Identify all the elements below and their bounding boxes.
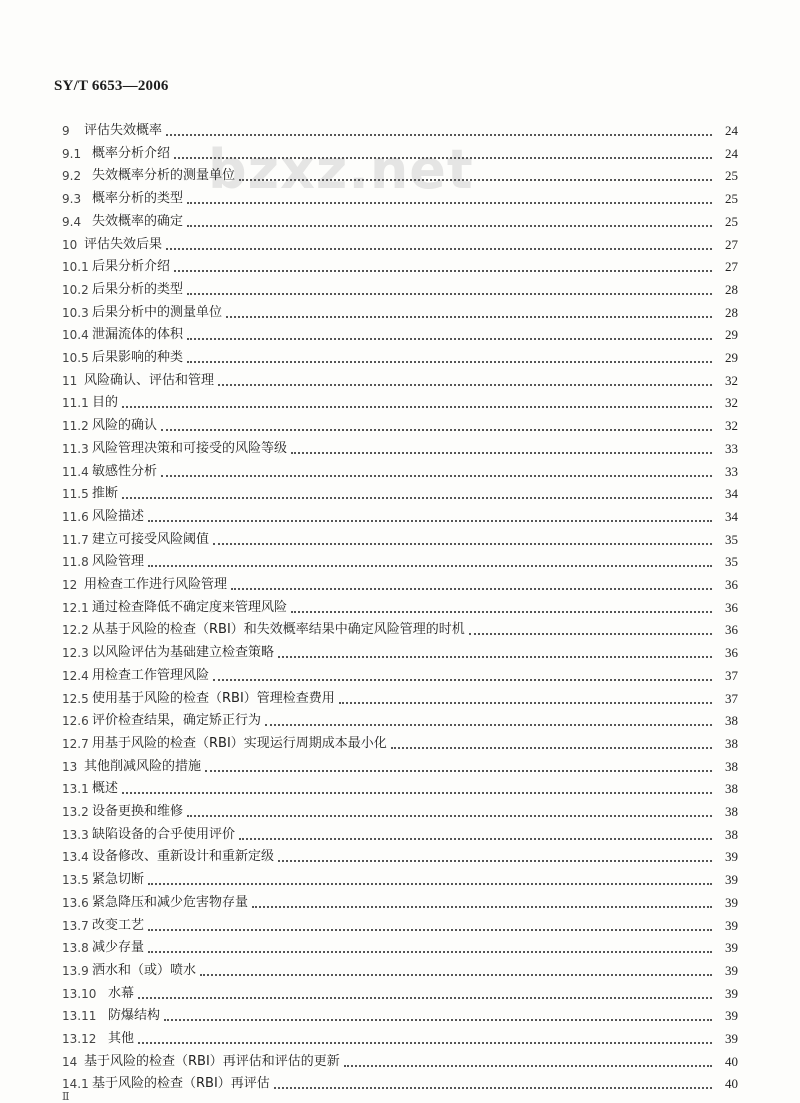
toc-section-number: 13.7 (62, 918, 89, 933)
toc-section-number: 11.2 (62, 419, 89, 434)
toc-section-number: 10.2 (62, 282, 89, 297)
toc-dot-leader (166, 247, 712, 250)
toc-section-number: 12.5 (62, 691, 89, 706)
toc-dot-leader (148, 950, 712, 953)
toc-section-number: 9.3 (62, 192, 82, 207)
toc-entry[interactable] (62, 980, 738, 1002)
toc-entry[interactable] (62, 231, 738, 253)
toc-section-number: 12.4 (62, 668, 89, 683)
toc-section-title: 设备更换和维修 (92, 804, 184, 819)
toc-dot-leader (226, 315, 712, 318)
toc-page-number: 32 (725, 395, 738, 411)
toc-page-number: 34 (725, 486, 738, 502)
toc-page-number: 27 (725, 259, 738, 275)
toc-dot-leader (278, 655, 712, 658)
toc-dot-leader (148, 882, 712, 885)
toc-page-number: 24 (725, 145, 738, 161)
toc-section-title: 紧急切断 (92, 872, 145, 888)
toc-page-number: 35 (725, 531, 738, 547)
toc-page-number: 32 (725, 418, 738, 434)
toc-section-title: 评价检查结果，确定矫正行为 (92, 713, 262, 729)
toc-dot-leader (122, 791, 712, 794)
toc-section-title: 其他 (108, 1031, 135, 1046)
toc-entry[interactable] (62, 185, 738, 207)
toc-section-number: 9 (62, 124, 70, 138)
toc-entry[interactable] (62, 276, 738, 298)
toc-page-number: 39 (725, 1031, 738, 1046)
toc-entry[interactable] (62, 299, 738, 321)
toc-page-number: 36 (725, 645, 738, 661)
toc-section-number: 11 (62, 373, 78, 388)
toc-section-number: 11.7 (62, 532, 89, 547)
toc-entry[interactable] (62, 117, 738, 139)
toc-section-title: 用基于风险的检查（RBI）实现运行周期成本最小化 (92, 735, 387, 751)
toc-dot-leader (218, 383, 712, 386)
toc-section-title: 其他削减风险的措施 (84, 758, 202, 774)
toc-section-title: 推断 (92, 486, 119, 502)
toc-page-number: 35 (725, 554, 738, 570)
toc-entry[interactable] (62, 458, 738, 480)
watermark: bzxz.net (208, 138, 474, 201)
toc-dot-leader (174, 269, 712, 272)
toc-section-number: 9.2 (62, 169, 82, 184)
toc-entry[interactable] (62, 208, 738, 230)
toc-section-title: 防爆结构 (108, 1008, 161, 1024)
toc-entry[interactable] (62, 798, 738, 820)
toc-page-number: 38 (725, 781, 738, 797)
toc-section-number: 13.10 (62, 986, 97, 1001)
toc-page-number: 33 (725, 463, 738, 479)
toc-dot-leader (187, 201, 712, 204)
page-number-footer: Ⅱ (62, 1091, 70, 1103)
toc-section-title: 风险的确认 (92, 418, 158, 434)
toc-entry[interactable] (62, 1048, 738, 1070)
toc-section-number: 10.5 (62, 351, 89, 365)
toc-page-number: 39 (725, 849, 738, 865)
toc-section-title: 减少存量 (92, 940, 145, 956)
toc-section-number: 13.1 (62, 782, 89, 797)
toc-section-title: 失效概率分析的测量单位 (92, 168, 236, 184)
toc-section-title: 敏感性分析 (92, 463, 158, 479)
toc-dot-leader (213, 542, 712, 545)
toc-section-title: 使用基于风险的检查（RBI）管理检查费用 (92, 690, 335, 706)
toc-section-title: 风险管理 (92, 554, 145, 570)
toc-dot-leader (164, 1018, 712, 1021)
toc-page-number: 39 (725, 985, 738, 1001)
toc-section-title: 风险描述 (92, 508, 145, 524)
toc-page-number: 28 (725, 304, 738, 320)
toc-section-number: 11.1 (62, 396, 89, 411)
toc-entry[interactable] (62, 843, 738, 865)
toc-dot-leader (265, 723, 712, 726)
toc-dot-leader (122, 496, 712, 499)
toc-section-number: 12.7 (62, 736, 89, 751)
toc-entry[interactable] (62, 1070, 738, 1092)
toc-page-number: 25 (725, 213, 738, 229)
toc-entry[interactable] (62, 821, 738, 843)
toc-dot-leader (187, 292, 712, 295)
toc-section-number: 10 (62, 237, 78, 252)
toc-dot-leader (252, 905, 712, 908)
toc-page-number: 36 (725, 622, 738, 638)
toc-page-number: 38 (725, 758, 738, 774)
toc-section-number: 12.6 (62, 714, 89, 729)
toc-dot-leader (138, 1041, 712, 1044)
toc-section-title: 基于风险的检查（RBI）再评估和评估的更新 (84, 1053, 340, 1069)
toc-section-number: 11.3 (62, 441, 89, 456)
toc-entry[interactable] (62, 253, 738, 275)
toc-entry[interactable] (62, 730, 738, 752)
toc-entry[interactable] (62, 662, 738, 684)
toc-dot-leader (291, 451, 712, 454)
toc-page-number: 25 (725, 191, 738, 207)
toc-dot-leader (148, 519, 712, 522)
toc-dot-leader (187, 337, 712, 340)
toc-section-number: 14 (62, 1054, 78, 1069)
toc-section-number: 9.1 (62, 146, 82, 161)
toc-entry[interactable] (62, 389, 738, 411)
toc-dot-leader (339, 701, 712, 704)
toc-section-number: 13.8 (62, 941, 89, 956)
toc-section-number: 13 (62, 759, 78, 774)
toc-section-number: 11.8 (62, 555, 89, 570)
toc-entry[interactable] (62, 912, 738, 934)
toc-page-number: 25 (725, 168, 738, 184)
toc-dot-leader (174, 156, 712, 159)
toc-page-number: 39 (725, 872, 738, 888)
toc-dot-leader (278, 859, 712, 862)
toc-page-number: 36 (725, 599, 738, 615)
toc-dot-leader (391, 746, 712, 749)
toc-dot-leader (148, 564, 712, 567)
toc-section-number: 11.6 (62, 509, 89, 524)
toc-dot-leader (200, 973, 712, 976)
toc-section-number: 13.3 (62, 827, 89, 842)
toc-dot-leader (274, 1086, 712, 1089)
toc-page-number: 39 (725, 940, 738, 956)
toc-page-number: 39 (725, 962, 738, 978)
toc-section-number: 13.6 (62, 895, 89, 910)
toc-dot-leader (148, 928, 712, 931)
toc-dot-leader (344, 1064, 712, 1067)
toc-dot-leader (166, 133, 712, 136)
toc-page-number: 37 (725, 690, 738, 706)
toc-entry[interactable] (62, 866, 738, 888)
toc-page-number: 29 (725, 327, 738, 343)
toc-entry[interactable] (62, 957, 738, 979)
toc-section-title: 水幕 (108, 985, 135, 1001)
toc-page-number: 38 (725, 804, 738, 819)
toc-dot-leader (138, 996, 712, 999)
toc-section-number: 12.2 (62, 623, 89, 638)
toc-entry[interactable] (62, 367, 738, 389)
toc-dot-leader (161, 474, 712, 477)
toc-section-title: 从基于风险的检查（RBI）和失效概率结果中确定风险管理的时机 (92, 622, 465, 638)
toc-section-number: 13.9 (62, 963, 89, 978)
toc-entry[interactable] (62, 1025, 738, 1047)
toc-page-number: 37 (725, 667, 738, 683)
toc-section-number: 11.5 (62, 487, 89, 502)
toc-dot-leader (187, 360, 712, 363)
toc-entry[interactable] (62, 594, 738, 616)
toc-section-number: 13.5 (62, 873, 89, 888)
toc-section-title: 建立可接受风险阈值 (92, 531, 210, 547)
toc-dot-leader (213, 678, 712, 681)
toc-section-title: 风险确认、评估和管理 (84, 372, 215, 388)
toc-section-title: 后果影响的种类 (92, 350, 184, 365)
toc-entry[interactable] (62, 503, 738, 525)
toc-entry[interactable] (62, 775, 738, 797)
toc-section-title: 评估失效后果 (84, 236, 163, 252)
toc-section-title: 概率分析的类型 (92, 191, 184, 207)
toc-section-title: 泄漏流体的体积 (92, 327, 184, 343)
toc-page-number: 39 (725, 1008, 738, 1024)
toc-section-number: 10.3 (62, 305, 89, 320)
toc-section-title: 后果分析中的测量单位 (92, 304, 223, 320)
toc-dot-leader (469, 632, 712, 635)
toc-page-number: 38 (725, 713, 738, 729)
toc-section-title: 评估失效概率 (84, 123, 163, 138)
toc-section-title: 后果分析的类型 (92, 281, 184, 297)
toc-page-number: 27 (725, 236, 738, 252)
toc-entry[interactable] (62, 412, 738, 434)
toc-entry[interactable] (62, 685, 738, 707)
toc-section-number: 11.4 (62, 464, 89, 479)
toc-section-title: 紧急降压和减少危害物存量 (92, 894, 249, 910)
toc-dot-leader (239, 178, 712, 181)
toc-section-number: 13.12 (62, 1032, 97, 1046)
toc-entry[interactable] (62, 707, 738, 729)
toc-page-number: 24 (725, 123, 738, 138)
toc-page-number: 28 (725, 281, 738, 297)
toc-section-title: 概率分析介绍 (92, 145, 171, 161)
toc-entry[interactable] (62, 140, 738, 162)
toc-section-title: 改变工艺 (92, 917, 145, 933)
toc-dot-leader (231, 587, 712, 590)
toc-entry[interactable] (62, 435, 738, 457)
toc-dot-leader (122, 405, 712, 408)
toc-entry[interactable] (62, 616, 738, 638)
toc-page-number: 38 (725, 735, 738, 751)
toc-dot-leader (187, 814, 712, 817)
toc-section-number: 14.1 (62, 1077, 89, 1092)
toc-section-title: 失效概率的确定 (92, 213, 184, 229)
toc-entry[interactable] (62, 548, 738, 570)
toc-section-number: 12.1 (62, 600, 89, 615)
toc-entry[interactable] (62, 321, 738, 343)
toc-section-number: 9.4 (62, 214, 82, 229)
toc-page-number: 40 (725, 1076, 738, 1092)
document-code-header: SY/T 6653—2006 (54, 78, 169, 94)
toc-entry[interactable] (62, 571, 738, 593)
toc-page-number: 29 (725, 350, 738, 365)
toc-page-number: 40 (725, 1053, 738, 1069)
toc-entry[interactable] (62, 639, 738, 661)
toc-entry[interactable] (62, 1002, 738, 1024)
toc-section-title: 设备修改、重新设计和重新定级 (92, 849, 275, 865)
toc-section-number: 13.2 (62, 805, 89, 819)
toc-section-title: 缺陷设备的合乎使用评价 (92, 826, 236, 842)
toc-entry[interactable] (62, 162, 738, 184)
toc-section-title: 通过检查降低不确定度来管理风险 (92, 599, 288, 615)
toc-page-number: 32 (725, 372, 738, 388)
toc-page-number: 38 (725, 826, 738, 842)
toc-entry[interactable] (62, 526, 738, 548)
toc-section-title: 后果分析介绍 (92, 259, 171, 275)
toc-section-title: 基于风险的检查（RBI）再评估 (92, 1076, 270, 1092)
toc-page-number: 34 (725, 508, 738, 524)
toc-section-title: 目的 (92, 395, 119, 411)
toc-dot-leader (239, 837, 712, 840)
toc-page-number: 39 (725, 917, 738, 933)
toc-entry[interactable] (62, 934, 738, 956)
toc-section-title: 概述 (92, 781, 119, 797)
toc-section-number: 12 (62, 578, 78, 592)
toc-entry[interactable] (62, 344, 738, 366)
toc-section-title: 洒水和（或）喷水 (92, 962, 197, 978)
toc-section-number: 13.4 (62, 850, 89, 865)
toc-page-number: 39 (725, 894, 738, 910)
toc-page-number: 36 (725, 577, 738, 592)
toc-dot-leader (205, 769, 712, 772)
toc-page-number: 33 (725, 440, 738, 456)
toc-dot-leader (187, 224, 712, 227)
toc-entry[interactable] (62, 889, 738, 911)
toc-dot-leader (161, 428, 712, 431)
toc-section-number: 12.3 (62, 646, 89, 661)
toc-section-title: 用检查工作管理风险 (92, 667, 210, 683)
toc-section-title: 以风险评估为基础建立检查策略 (92, 645, 275, 661)
toc-section-title: 风险管理决策和可接受的风险等级 (92, 440, 288, 456)
toc-section-number: 10.4 (62, 328, 89, 343)
toc-section-title: 用检查工作进行风险管理 (84, 577, 228, 592)
toc-entry[interactable] (62, 753, 738, 775)
toc-entry[interactable] (62, 480, 738, 502)
toc-section-number: 13.11 (62, 1009, 97, 1024)
toc-dot-leader (291, 610, 712, 613)
toc-section-number: 10.1 (62, 260, 89, 275)
